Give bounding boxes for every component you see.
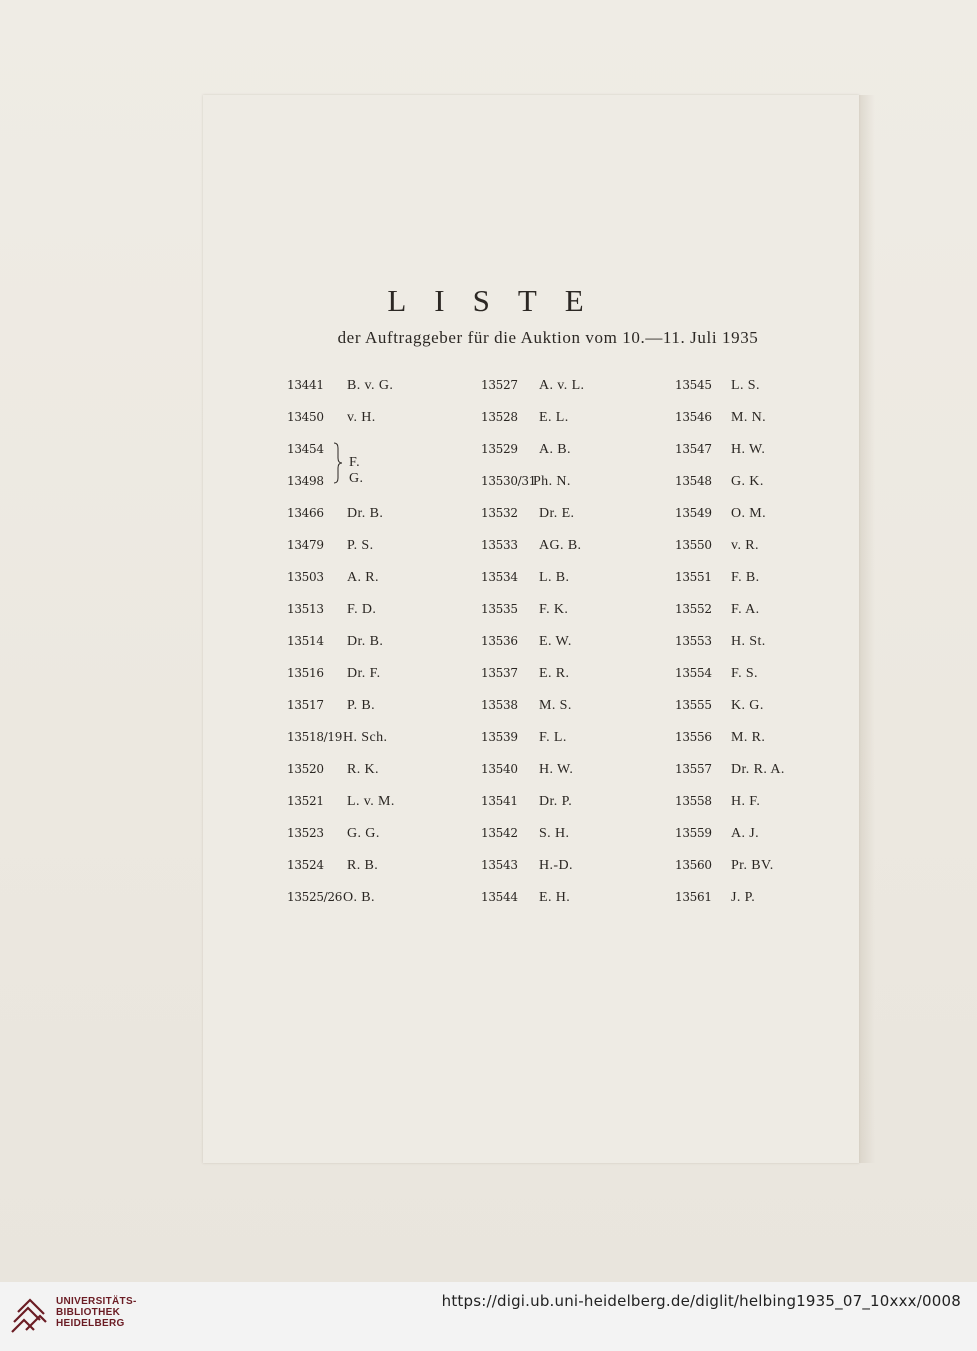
client-initials: Ph. N. <box>533 474 571 489</box>
lot-number: 13537 <box>481 666 518 680</box>
lot-number: 13560 <box>675 858 712 872</box>
grouped-client-initials: F. G. <box>349 455 364 486</box>
client-initials: P. B. <box>347 698 376 713</box>
document-title: LISTE <box>387 283 612 318</box>
client-initials: Dr. B. <box>347 506 384 521</box>
lot-number: 13558 <box>675 794 712 808</box>
lot-number: 13552 <box>675 602 712 616</box>
client-initials: G. K. <box>731 474 764 489</box>
client-initials: H.-D. <box>539 858 573 873</box>
client-initials: AG. B. <box>539 538 582 553</box>
lot-number: 13441 <box>287 378 324 392</box>
client-initials: E. R. <box>539 666 570 681</box>
lot-number: 13529 <box>481 442 518 456</box>
lot-number: 13540 <box>481 762 518 776</box>
client-initials: A. v. L. <box>539 378 585 393</box>
lot-number: 13516 <box>287 666 324 680</box>
lot-number: 13524 <box>287 858 324 872</box>
lot-number: 13549 <box>675 506 712 520</box>
lot-number: 13530/31 <box>481 474 537 488</box>
client-initials: F. S. <box>731 666 758 681</box>
document-subtitle: der Auftraggeber für die Auktion vom 10.—11. Juli 1935 <box>337 328 759 347</box>
permalink-url[interactable]: https://digi.ub.uni-heidelberg.de/diglit/helbing1935_07_10xxx/0008 <box>441 1292 961 1310</box>
client-initials: v. H. <box>347 410 376 425</box>
client-initials: O. B. <box>343 890 375 905</box>
client-initials: F. A. <box>731 602 760 617</box>
client-initials: L. B. <box>539 570 570 585</box>
client-initials: R. K. <box>347 762 379 777</box>
lot-number: 13535 <box>481 602 518 616</box>
client-initials: F. B. <box>731 570 760 585</box>
lot-number: 13518/19 <box>287 730 343 744</box>
client-initials: v. R. <box>731 538 759 553</box>
client-initials: A. R. <box>347 570 379 585</box>
document-page <box>203 95 859 1163</box>
lot-number: 13514 <box>287 634 324 648</box>
client-initials: O. M. <box>731 506 767 521</box>
lot-number: 13498 <box>287 474 324 488</box>
client-initials: A. B. <box>539 442 571 457</box>
client-initials: H. F. <box>731 794 761 809</box>
client-initials: E. W. <box>539 634 572 649</box>
client-initials: Dr. R. A. <box>731 762 785 777</box>
client-initials: J. P. <box>731 890 756 905</box>
client-initials: H. St. <box>731 634 766 649</box>
lot-number: 13538 <box>481 698 518 712</box>
lot-number: 13543 <box>481 858 518 872</box>
client-initials: E. H. <box>539 890 571 905</box>
lot-number: 13534 <box>481 570 518 584</box>
lot-number: 13479 <box>287 538 324 552</box>
lot-number: 13551 <box>675 570 712 584</box>
lot-number: 13466 <box>287 506 324 520</box>
lot-number: 13561 <box>675 890 712 904</box>
lot-number: 13536 <box>481 634 518 648</box>
lot-number: 13550 <box>675 538 712 552</box>
client-initials: M. R. <box>731 730 766 745</box>
lot-number: 13523 <box>287 826 324 840</box>
lot-number: 13532 <box>481 506 518 520</box>
client-initials: M. N. <box>731 410 767 425</box>
client-initials: L. v. M. <box>347 794 395 809</box>
lot-number: 13521 <box>287 794 324 808</box>
lot-number: 13539 <box>481 730 518 744</box>
client-initials: Dr. P. <box>539 794 573 809</box>
client-initials: A. J. <box>731 826 760 841</box>
lot-number: 13547 <box>675 442 712 456</box>
library-logo-icon <box>10 1294 48 1334</box>
lot-number: 13556 <box>675 730 712 744</box>
lot-number: 13525/26 <box>287 890 343 904</box>
client-initials: F. L. <box>539 730 567 745</box>
lot-number: 13553 <box>675 634 712 648</box>
client-initials: P. S. <box>347 538 374 553</box>
lot-number: 13554 <box>675 666 712 680</box>
client-initials: M. S. <box>539 698 572 713</box>
lot-number: 13542 <box>481 826 518 840</box>
client-initials: F. K. <box>539 602 569 617</box>
lot-number: 13559 <box>675 826 712 840</box>
lot-number: 13517 <box>287 698 324 712</box>
client-initials: H. W. <box>539 762 574 777</box>
client-initials: H. Sch. <box>343 730 388 745</box>
lot-number: 13450 <box>287 410 324 424</box>
lot-number: 13557 <box>675 762 712 776</box>
client-initials: L. S. <box>731 378 760 393</box>
lot-number: 13528 <box>481 410 518 424</box>
client-initials: Pr. BV. <box>731 858 774 873</box>
lot-number: 13541 <box>481 794 518 808</box>
lot-number: 13520 <box>287 762 324 776</box>
client-initials: B. v. G. <box>347 378 394 393</box>
brace-icon <box>333 442 343 484</box>
lot-number: 13454 <box>287 442 324 456</box>
viewer-footer <box>0 1282 977 1351</box>
lot-number: 13546 <box>675 410 712 424</box>
library-name-line: HEIDELBERG <box>56 1318 125 1329</box>
client-initials: S. H. <box>539 826 570 841</box>
client-initials: G. G. <box>347 826 380 841</box>
lot-number: 13555 <box>675 698 712 712</box>
client-initials: Dr. B. <box>347 634 384 649</box>
client-initials: K. G. <box>731 698 764 713</box>
client-initials: F. D. <box>347 602 377 617</box>
lot-number: 13527 <box>481 378 518 392</box>
lot-number: 13545 <box>675 378 712 392</box>
client-initials: R. B. <box>347 858 379 873</box>
library-name <box>56 1296 137 1329</box>
library-name-line: UNIVERSITÄTS- <box>56 1296 137 1307</box>
client-initials: H. W. <box>731 442 766 457</box>
lot-number: 13544 <box>481 890 518 904</box>
lot-number: 13548 <box>675 474 712 488</box>
lot-number: 13503 <box>287 570 324 584</box>
library-name-line: BIBLIOTHEK <box>56 1307 121 1318</box>
client-initials: E. L. <box>539 410 569 425</box>
client-initials: Dr. F. <box>347 666 381 681</box>
lot-number: 13513 <box>287 602 324 616</box>
client-initials: Dr. E. <box>539 506 575 521</box>
lot-number: 13533 <box>481 538 518 552</box>
